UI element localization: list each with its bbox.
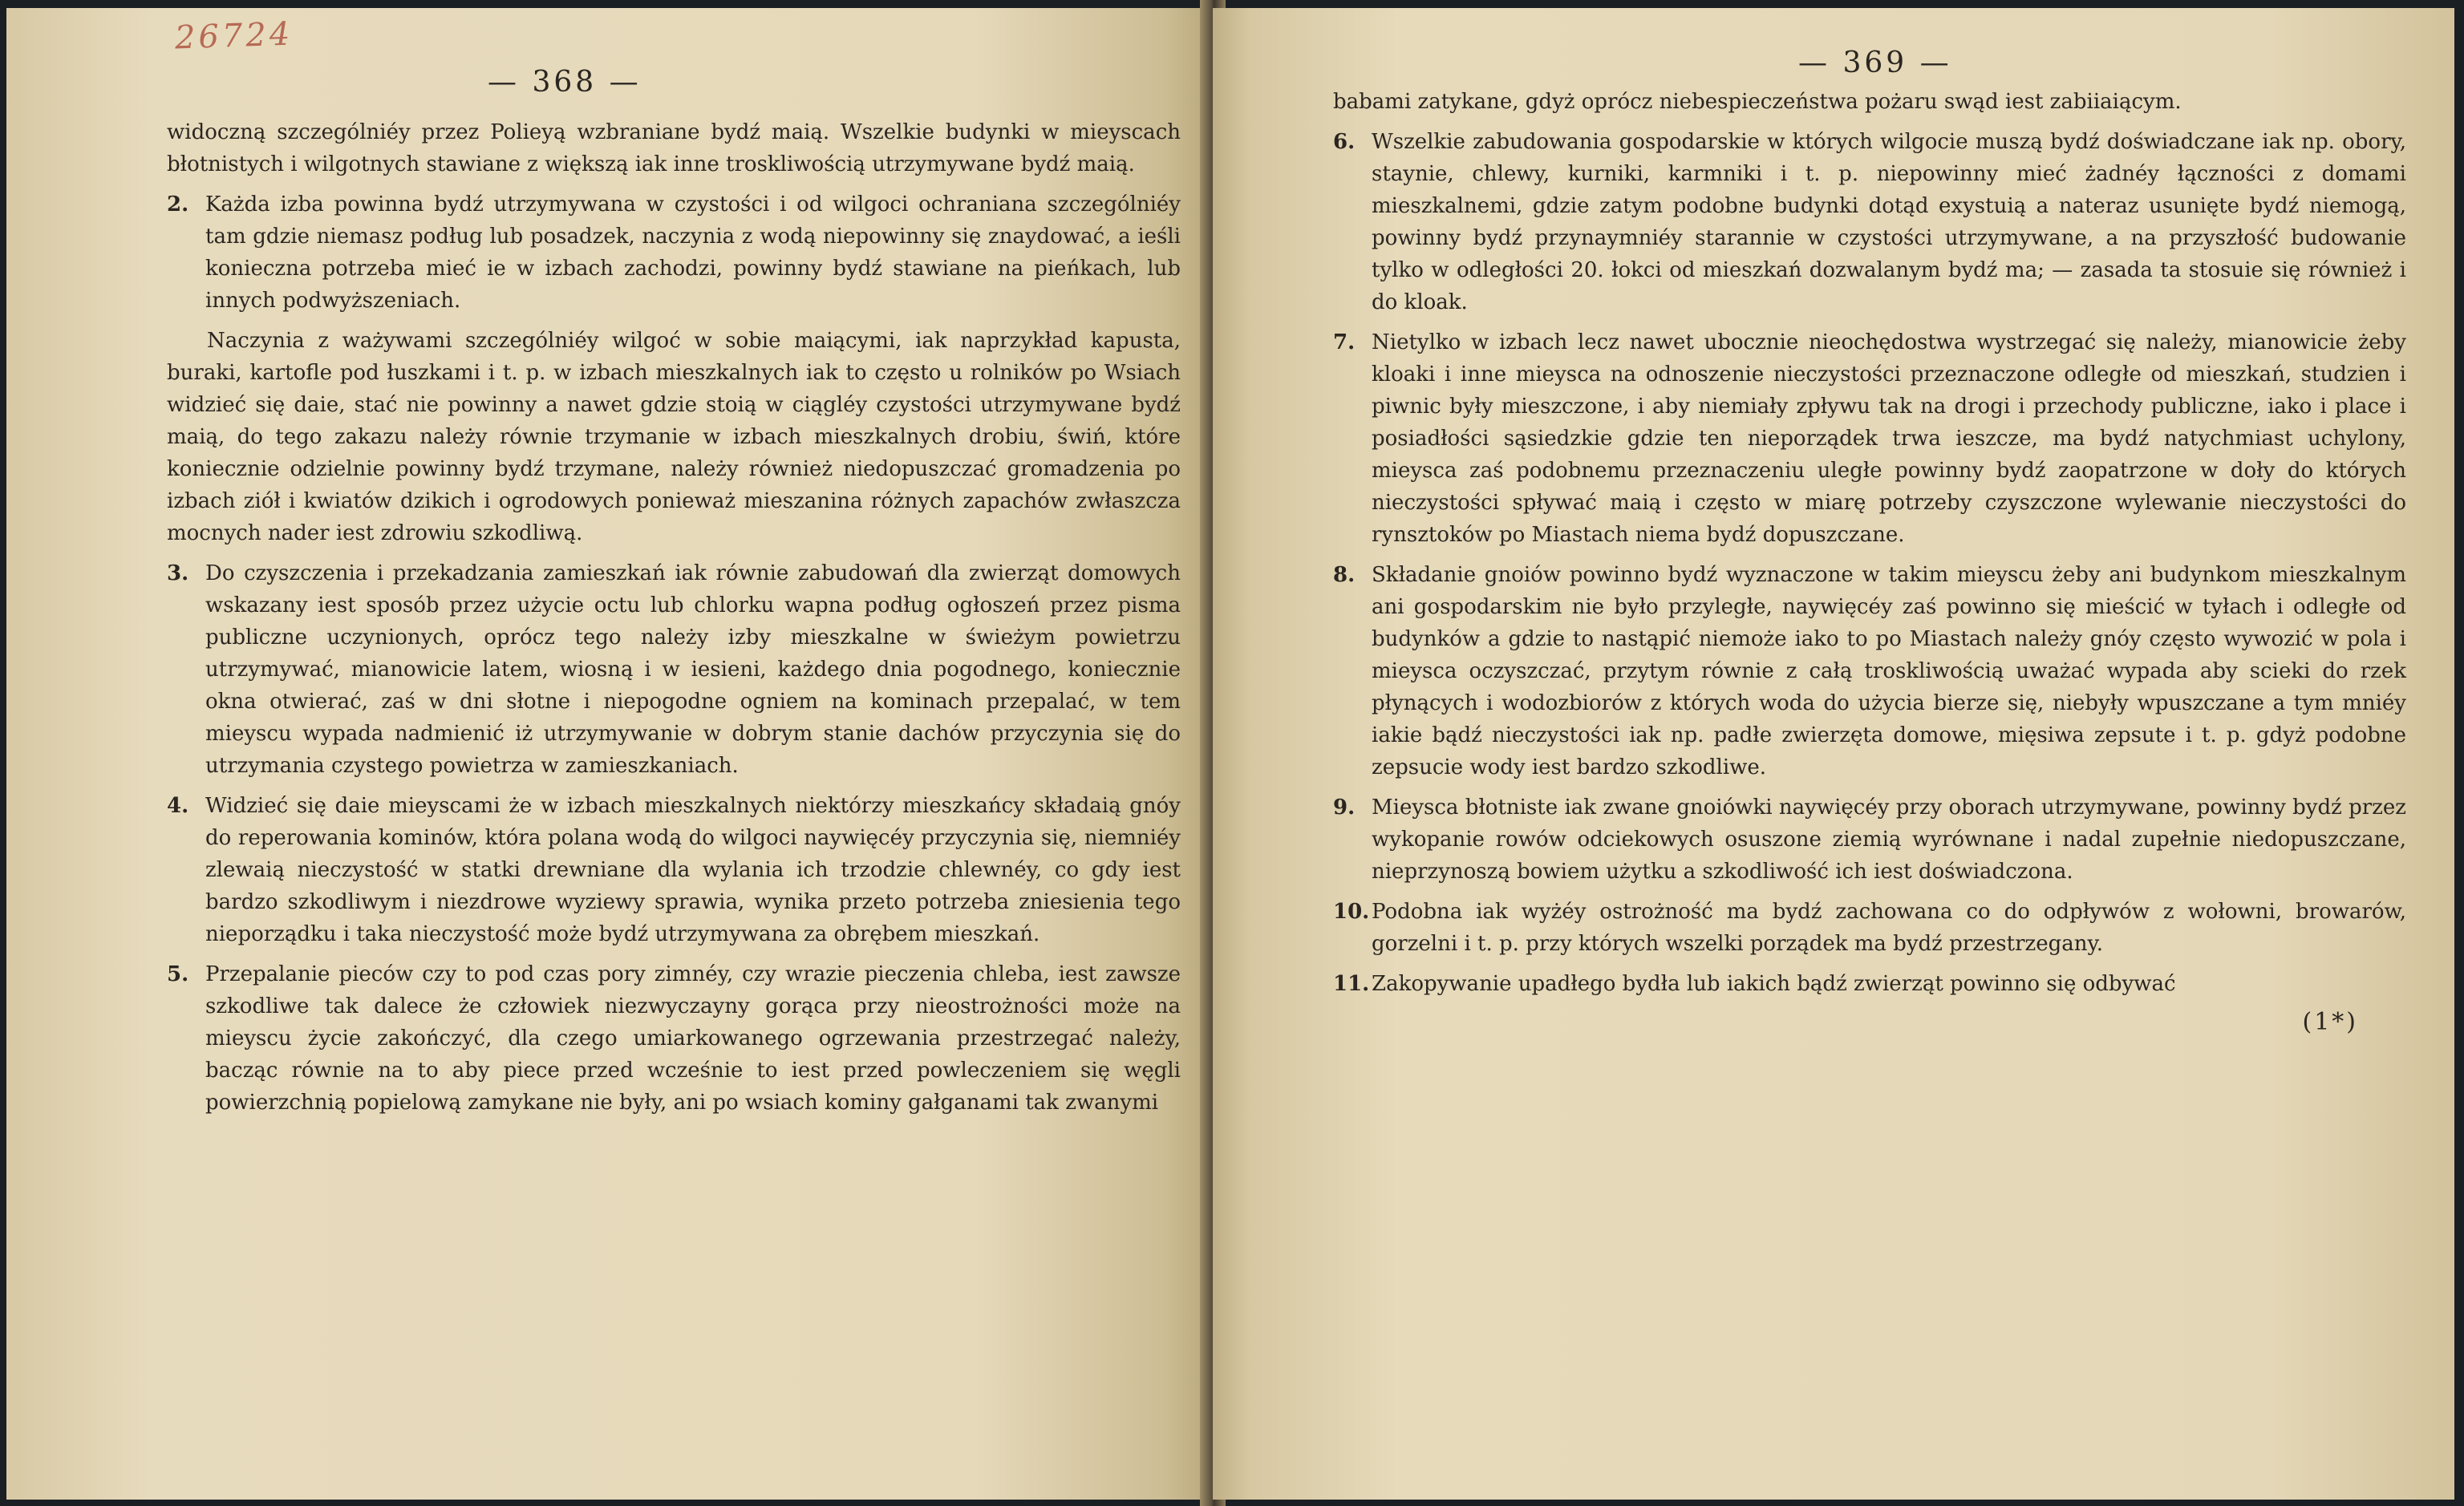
paragraph-number: 3. [167, 561, 189, 585]
paragraph-text: Wszelkie zabudowania gospodarskie w których wilgocie muszą bydź doświadczane iak np. obory, staynie, chlewy, kurniki, karmniki i t. p. niepowinny mieć żadnéy łączności z domami mieszkalnemi, gdzie zatym podobne budynki dotąd exystuią a nateraz usunięte bydź niemogą, powinny bydź przynaymniéy starannie w czystości utrzymywane, a na przyszłość budowanie tylko w odległości 20. łokci od mieszkań dozwalanym bydź ma; — zasada ta stosuie się również i do kloak. [1372, 130, 2406, 314]
paragraph-text: Do czyszczenia i przekadzania zamieszkań iak równie zabudowań dla zwierząt domowych wskazany iest sposób przez użycie octu lub chlorku wapna podług ogłoszeń przez pisma publiczne uczynionych, oprócz tego należy izby mieszkalne w świeżym powietrzu utrzymywać, mianowicie latem, wiosną i w iesieni, każdego dnia pogodnego, koniecznie okna otwierać, zaś w dni słotne i niepogodne ogniem na kominach przepalać, w tem mieyscu wypada nadmienić iż utrzymywanie w dobrym stanie dachów przyczynia się do utrzymania czystego powietrza w zamieszkaniach. [205, 561, 1181, 778]
left-page-body [167, 116, 1181, 1119]
paragraph [1333, 326, 2406, 551]
paragraph-number: 7. [1333, 330, 1356, 354]
paragraph-text: Podobna iak wyżéy ostrożność ma bydź zachowana co do odpływów z wołowni, browarów, gorzelni i t. p. przy których wszelki porządek ma bydź przestrzegany. [1372, 900, 2406, 956]
paragraph-text: babami zatykane, gdyż oprócz niebespieczeństwa pożaru swąd iest zabiiaiącym. [1333, 90, 2182, 114]
paragraph [167, 790, 1181, 950]
paragraph [1333, 559, 2406, 783]
paragraph [1333, 86, 2406, 118]
paragraph [167, 557, 1181, 782]
paragraph-number: 6. [1333, 130, 1356, 154]
paragraph-number: 9. [1333, 796, 1356, 820]
page-number-left: — 368 — [488, 66, 642, 99]
paragraph-text: Przepalanie pieców czy to pod czas pory zimnéy, czy wrazie pieczenia chleba, iest zawsze szkodliwe tak dalece że człowiek niezwyczayny gorąca przy nieostrożności może na mieyscu życie zakończyć, dla czego umiarkowanego ogrzewania przestrzegać należy, bacząc równie na to aby piece przed wcześnie to iest przed powleczeniem się węgli powierzchnią popielową zamykane nie były, ani po wsiach kominy gałganami tak zwanymi [205, 962, 1181, 1115]
paragraph [167, 116, 1181, 180]
paragraph-number: 10. [1333, 900, 1370, 924]
paragraph-text: Składanie gnoiów powinno bydź wyznaczone w takim mieyscu żeby ani budynkom mieszkalnym ani gospodarskim nie było przyległe, naywięcéy zaś powinno się mieścić w tyłach i odległe od budynków a gdzie to nastąpić niemoże iako to po Miastach należy gnóy często wywozić w pola i mieysca oczyszczać, przytym równie z całą troskliwością uważać wypada aby scieki do rzek płynących i wodozbiorów z których woda do użycia bierze się, niebyły wpuszczane a tym mniéy iakie bądź nieczystości iak np. padłe zwierzęta domowe, mięsiwa zepsute i t. p. gdyż podobne zepsucie wody iest bardzo szkodliwe. [1372, 563, 2406, 779]
paragraph-text: widoczną szczególniéy przez Polieyą wzbraniane bydź maią. Wszelkie budynki w mieyscach błotnistych i wilgotnych stawiane z większą iak inne troskliwością utrzymywane bydź maią. [167, 120, 1181, 176]
paragraph [167, 958, 1181, 1119]
paragraph-number: 4. [167, 794, 189, 818]
paragraph [1333, 968, 2406, 1000]
right-page [1213, 8, 2454, 1500]
paragraph [1333, 896, 2406, 960]
paragraph-number: 11. [1333, 972, 1370, 996]
paragraph [1333, 791, 2406, 888]
left-page [6, 8, 1213, 1500]
paragraph-number: 5. [167, 962, 189, 986]
paragraph-number: 8. [1333, 563, 1356, 587]
paragraph-text: Nietylko w izbach lecz nawet ubocznie nieochędostwa wystrzegać się należy, mianowicie żeby kloaki i inne mieysca na odnoszenie nieczystości przeznaczone odległe od mieszkań, studzien i piwnic były mieszczone, i aby niemiały zpływu tak na drogi i przechody publiczne, iako i place i posiadłości sąsiedzkie gdzie ten nieporządek trwa ieszcze, ma bydź natychmiast uchylony, mieysca zaś podobnemu przeznaczeniu uległe powinny bydź zaopatrzone w doły do których nieczystości spływać maią i często w miarę potrzeby czyszczone wylewanie nieczystości do rynsztoków po Miastach niema bydź dopuszczane. [1372, 330, 2406, 547]
page-number-right: — 369 — [1798, 47, 1952, 79]
paragraph [167, 188, 1181, 317]
paragraph-text: Widzieć się daie mieyscami że w izbach mieszkalnych niektórzy mieszkańcy składaią gnóy do reperowania kominów, która polana wodą do wilgoci naywięcéy przyczynia się, niemniéy zlewaią nieczystość w statki drewniane dla wylania ich trzodzie chlewnéy, co gdy iest bardzo szkodliwym i niezdrowe wyziewy sprawia, wynika przeto potrzeba zniesienia tego nieporządku i taka nieczystość może bydź utrzymywana za obrębem mieszkań. [205, 794, 1181, 946]
paragraph-text: Zakopywanie upadłego bydła lub iakich bądź zwierząt powinno się odbywać [1372, 972, 2176, 996]
paragraph-number: 2. [167, 192, 189, 217]
right-page-body [1333, 86, 2406, 1000]
paragraph-text: Naczynia z ważywami szczególniéy wilgoć w sobie maiącymi, iak naprzykład kapusta, buraki, kartofle pod łuszkami i t. p. w izbach mieszkalnych iak to często u rolników po Wsiach widzieć się daie, stać nie powinny a nawet gdzie stoią w ciągléy czystości utrzymywane bydź maią, do tego zakazu należy równie trzymanie w izbach mieszkalnych drobiu, świń, które koniecznie odzielnie powinny bydź trzymane, należy również niedopuszczać gromadzenia po izbach ziół i kwiatów dzikich i ogrodowych ponieważ mieszanina różnych zapachów zwłaszcza mocnych nader iest zdrowiu szkodliwą. [167, 329, 1181, 545]
paragraph [1333, 126, 2406, 318]
signature-mark: (1*) [2302, 1008, 2358, 1036]
corner-mark: 26724 [174, 15, 294, 57]
paragraph-text: Mieysca błotniste iak zwane gnoiówki naywięcéy przy oborach utrzymywane, powinny bydź przez wykopanie rowów odciekowych osuszone ziemią wyrównane i nadal zupełnie niedopuszczane, nieprzynoszą bowiem użytku a szkodliwość ich iest doświadczona. [1372, 796, 2406, 884]
paragraph-text: Każda izba powinna bydź utrzymywana w czystości i od wilgoci ochraniana szczególniéy tam gdzie niemasz podług lub posadzek, naczynia z wodą niepowinny się znaydować, a ieśli konieczna potrzeba mieć ie w izbach zachodzi, powinny bydź stawiane na pieńkach, lub innych podwyższeniach. [205, 192, 1181, 313]
paragraph [167, 325, 1181, 549]
